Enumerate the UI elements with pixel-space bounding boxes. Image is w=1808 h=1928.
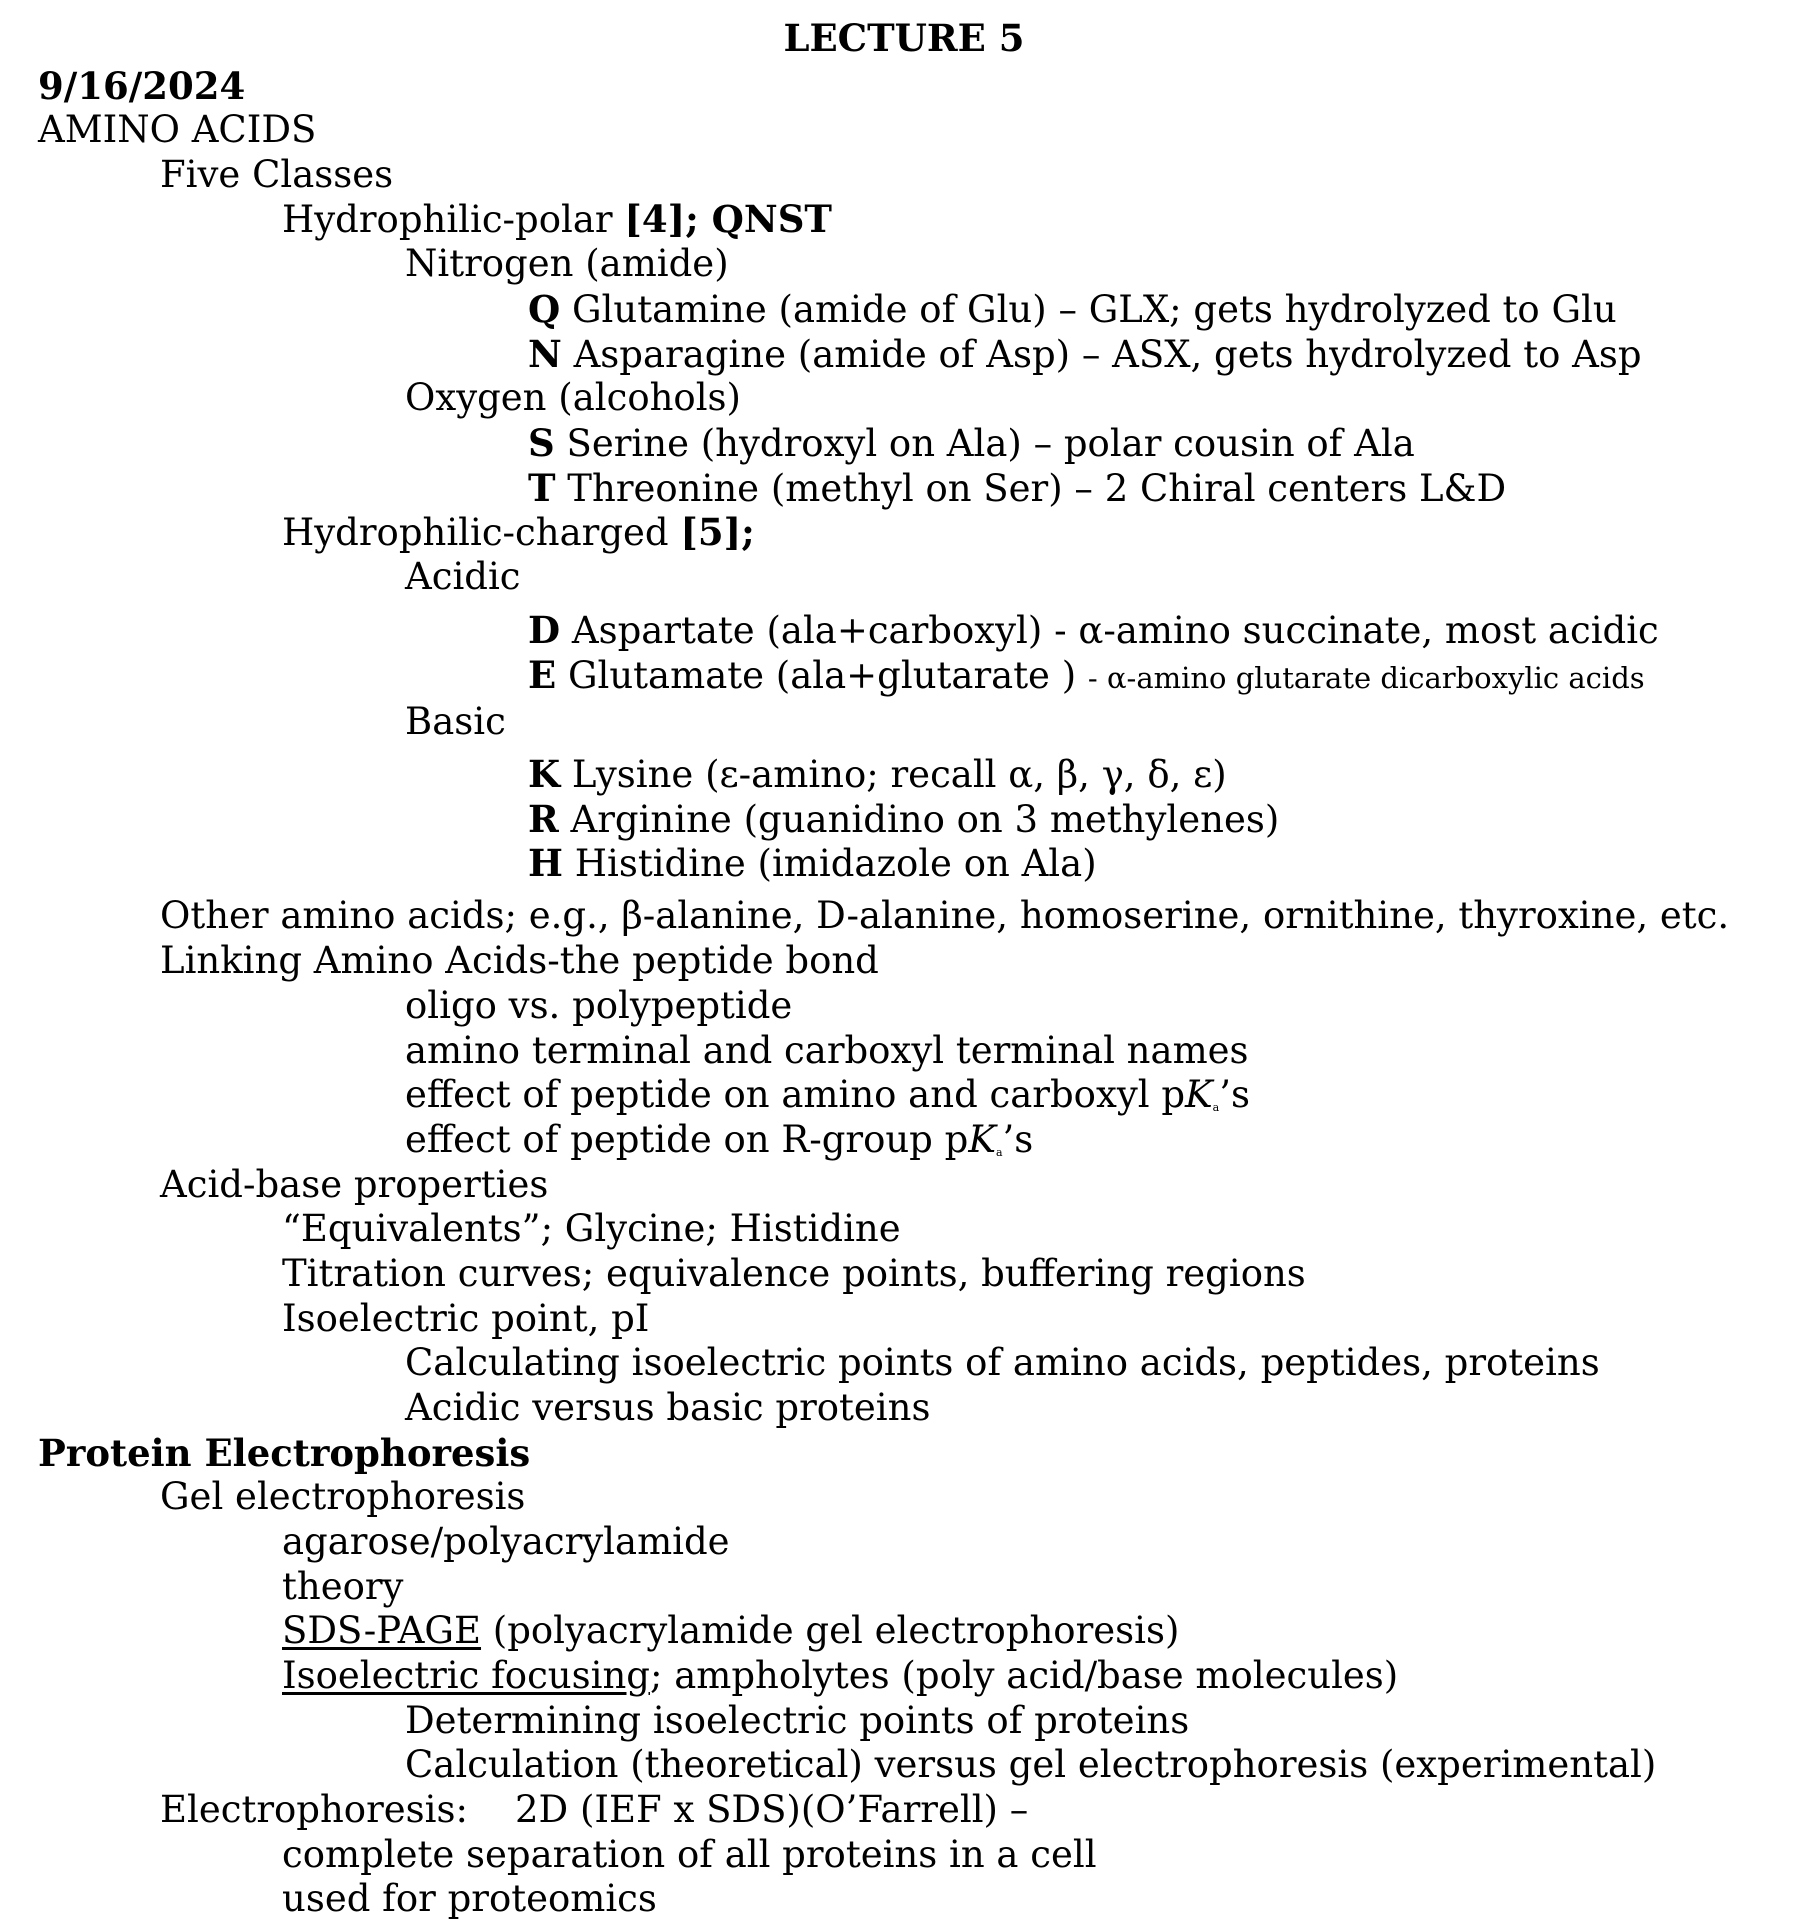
lecture-title: LECTURE 5: [783, 16, 1025, 60]
linking-amino-acids: Linking Amino Acids-the peptide bond: [160, 939, 879, 982]
ief-term: Isoelectric focusing: [282, 1654, 650, 1697]
sds-page: [282, 1609, 1179, 1653]
complete-separation: complete separation of all proteins in a cell: [282, 1833, 1097, 1876]
amino-acid-letter: H: [528, 841, 563, 885]
hydrophilic-charged: [282, 510, 755, 555]
hydrophilic-polar-label: Hydrophilic-polar: [282, 198, 625, 241]
amino-acid-s: [528, 421, 1415, 466]
ief-desc: ; ampholytes (poly acid/base molecules): [649, 1654, 1399, 1697]
acidic-vs-basic: Acidic versus basic proteins: [405, 1386, 931, 1429]
oligo-vs-poly: oligo vs. polypeptide: [405, 984, 793, 1027]
acidic-heading: Acidic: [405, 555, 521, 598]
amino-acid-letter: K: [528, 752, 561, 796]
amino-acid-letter: D: [528, 608, 561, 652]
gel-electrophoresis: Gel electrophoresis: [160, 1475, 526, 1518]
amino-acid-t: [528, 466, 1506, 511]
pka-subscript: a: [1212, 1101, 1220, 1114]
isoelectric-point: Isoelectric point, pI: [282, 1297, 650, 1340]
pka-k: K: [1185, 1073, 1213, 1116]
amino-acid-desc: Glutamate (ala+glutarate ): [556, 654, 1088, 697]
theory: theory: [282, 1565, 404, 1608]
amino-acid-r: [528, 797, 1279, 842]
amino-acid-note: - α-amino glutarate dicarboxylic acids: [1087, 661, 1645, 695]
amino-acid-desc: Arginine (guanidino on 3 methylenes): [558, 798, 1280, 841]
titration-curves: Titration curves; equivalence points, buffering regions: [282, 1252, 1306, 1295]
amino-acid-letter: Q: [528, 287, 561, 331]
amino-acid-h: [528, 841, 1097, 886]
amino-acid-desc: Lysine (ε-amino; recall α, β, γ, δ, ε): [560, 753, 1227, 796]
calc-vs-gel: Calculation (theoretical) versus gel electrophoresis (experimental): [405, 1743, 1657, 1786]
isoelectric-focusing: [282, 1654, 1398, 1698]
electrophoresis-2d: Electrophoresis: 2D (IEF x SDS)(O’Farrell) –: [160, 1788, 1029, 1831]
amino-acid-d: [528, 608, 1659, 653]
acid-base-properties: Acid-base properties: [160, 1163, 549, 1206]
pka-subscript: a: [995, 1146, 1003, 1159]
effect-text: effect of peptide on amino and carboxyl p: [405, 1073, 1185, 1116]
amino-acid-e: [528, 653, 1645, 700]
agarose-polyacrylamide: agarose/polyacrylamide: [282, 1520, 730, 1563]
five-classes: Five Classes: [160, 153, 394, 196]
section-protein-electrophoresis: Protein Electrophoresis: [38, 1431, 531, 1475]
oxygen-heading: Oxygen (alcohols): [405, 376, 741, 419]
hydrophilic-polar-count: [4]; QNST: [624, 197, 832, 241]
amino-acid-letter: N: [528, 332, 562, 376]
effect-suffix: ’s: [1219, 1073, 1250, 1116]
section-amino-acids: AMINO ACIDS: [38, 108, 317, 151]
basic-heading: Basic: [405, 700, 506, 743]
amino-acid-k: [528, 752, 1227, 797]
amino-acid-letter: R: [528, 797, 559, 841]
amino-acid-desc: Threonine (methyl on Ser) – 2 Chiral centers L&D: [555, 467, 1507, 510]
amino-acid-letter: E: [528, 653, 557, 697]
sds-page-desc: (polyacrylamide gel electrophoresis): [481, 1609, 1180, 1652]
pka-k: K: [968, 1118, 996, 1161]
amino-acid-letter: S: [528, 421, 555, 465]
nitrogen-heading: Nitrogen (amide): [405, 242, 729, 285]
calculating-pi: Calculating isoelectric points of amino acids, peptides, proteins: [405, 1341, 1600, 1384]
amino-acid-desc: Asparagine (amide of Asp) – ASX, gets hydrolyzed to Asp: [561, 333, 1642, 376]
amino-acid-n: [528, 332, 1642, 377]
amino-acid-q: [528, 287, 1617, 332]
amino-acid-desc: Glutamine (amide of Glu) – GLX; gets hydrolyzed to Glu: [560, 288, 1617, 331]
sds-page-term: SDS-PAGE: [282, 1609, 482, 1652]
effect-text: effect of peptide on R-group p: [405, 1118, 969, 1161]
equivalents: “Equivalents”; Glycine; Histidine: [282, 1207, 901, 1250]
hydrophilic-charged-count: [5];: [680, 510, 755, 554]
hydrophilic-polar: [282, 197, 832, 242]
proteomics: used for proteomics: [282, 1877, 657, 1920]
amino-acid-desc: Serine (hydroxyl on Ala) – polar cousin of Ala: [554, 422, 1415, 465]
effect-suffix: ’s: [1002, 1118, 1034, 1161]
amino-acid-letter: T: [528, 466, 556, 510]
amino-acid-desc: Aspartate (ala+carboxyl) - α-amino succinate, most acidic: [560, 609, 1659, 652]
terminal-names: amino terminal and carboxyl terminal names: [405, 1029, 1249, 1072]
other-amino-acids: Other amino acids; e.g., β-alanine, D-alanine, homoserine, ornithine, thyroxine, etc.: [160, 894, 1730, 937]
hydrophilic-charged-label: Hydrophilic-charged: [282, 511, 681, 554]
determining-pi: Determining isoelectric points of proteins: [405, 1699, 1190, 1742]
amino-acid-desc: Histidine (imidazole on Ala): [562, 842, 1097, 885]
lecture-date: 9/16/2024: [38, 64, 246, 108]
